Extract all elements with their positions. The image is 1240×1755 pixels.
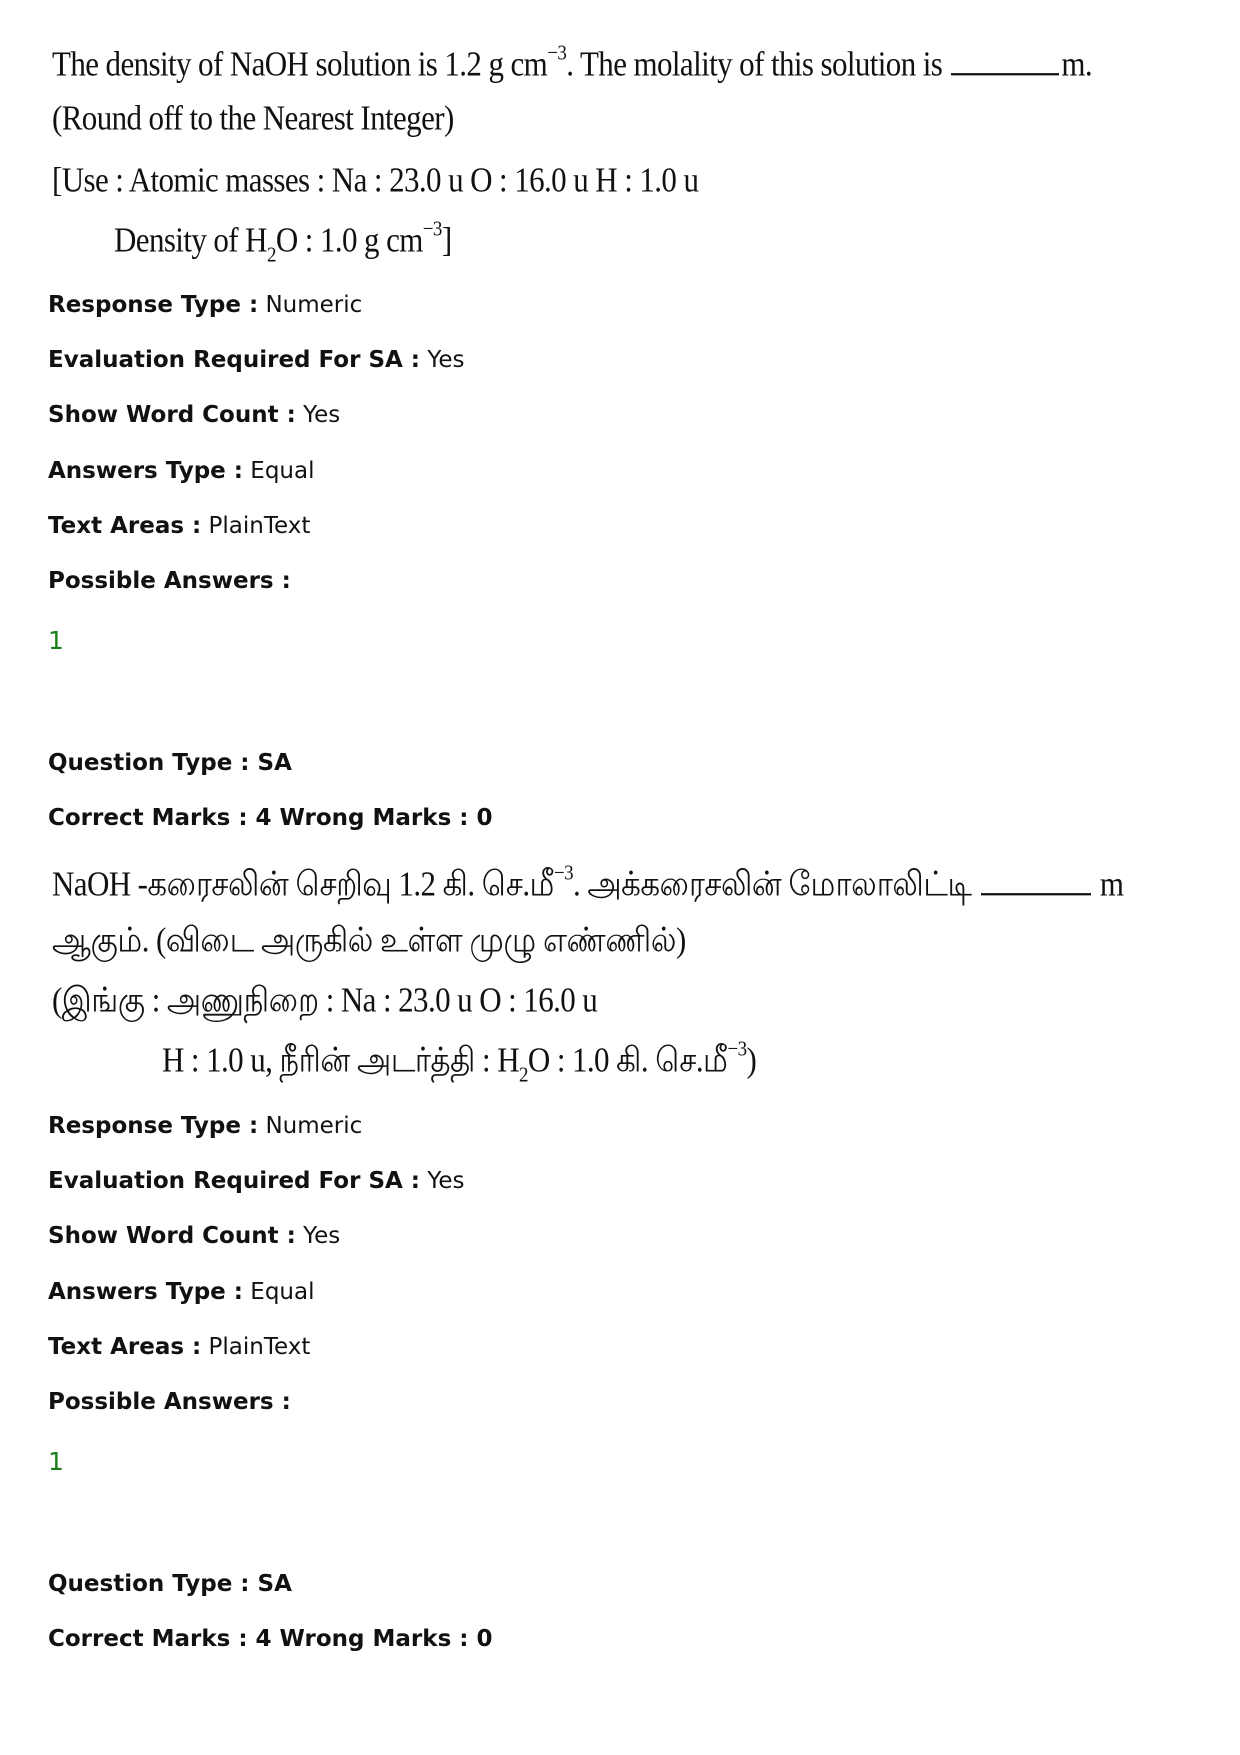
question1-line3: [Use : Atomic masses : Na : 23.0 u O : 16.0 u H : 1.0 u [52,160,699,200]
marks-label: Correct Marks : 4 Wrong Marks : 0 [48,1626,493,1652]
evaluation-row [48,1168,464,1194]
question-type-label: Question Type : SA [48,1571,292,1597]
answer-blank [981,868,1091,895]
answers-type-label: Answers Type : [48,458,243,484]
question2-text-cont: . அக்கரைசலின் மோலாலிட்டி [573,864,972,904]
question1-text: The density of NaOH solution is 1.2 g cm [52,44,548,84]
question-type-label: Question Type : SA [48,750,292,776]
text-areas-value: PlainText [208,1334,311,1360]
possible-answers-row [48,1389,291,1415]
possible-answers-label: Possible Answers : [48,1389,291,1415]
answers-type-value: Equal [250,458,315,484]
question1-density-exponent: −3 [422,217,442,242]
word-count-value: Yes [303,1223,341,1249]
question1-line1 [52,41,1093,84]
question2-line2: ஆகும். (விடை அருகில் உள்ள முழு எண்ணில்) [52,920,686,960]
answers-type-label: Answers Type : [48,1279,243,1305]
text-areas-value: PlainText [208,513,311,539]
possible-answers-label: Possible Answers : [48,568,291,594]
question-type-row [48,1571,292,1597]
text-areas-row [48,513,310,539]
question2-bracket: ) [746,1040,757,1080]
response-type-value: Numeric [265,1113,363,1139]
word-count-label: Show Word Count : [48,402,296,428]
question2-subscript: 2 [519,1063,528,1088]
marks-label: Correct Marks : 4 Wrong Marks : 0 [48,805,493,831]
possible-answers-row [48,568,291,594]
question1-unit: m. [1061,44,1093,84]
evaluation-value: Yes [427,347,465,373]
response-type-value: Numeric [265,292,363,318]
text-areas-label: Text Areas : [48,513,202,539]
question1-density-text: Density of H [114,220,267,260]
word-count-row [48,1223,340,1249]
response-type-label: Response Type : [48,1113,259,1139]
evaluation-row [48,347,464,373]
answers-type-row [48,1279,315,1305]
question2-exponent: −3 [554,861,574,886]
question2-density-value: O : 1.0 கி. செ.மீ [527,1040,728,1080]
question2-text: NaOH -கரைசலின் செறிவு 1.2 கி. செ.மீ [52,864,554,904]
word-count-value: Yes [303,402,341,428]
question-type-row [48,750,292,776]
evaluation-value: Yes [427,1168,465,1194]
response-type-row [48,1113,362,1139]
question1-line2: (Round off to the Nearest Integer) [52,98,454,138]
question1-line4 [114,217,452,268]
answer-blank [951,48,1059,75]
response-type-label: Response Type : [48,292,259,318]
response-type-row [48,292,362,318]
text-areas-label: Text Areas : [48,1334,202,1360]
question2-line4 [162,1037,757,1088]
answers-type-row [48,458,315,484]
text-areas-row [48,1334,310,1360]
question2-density-text: H : 1.0 u, நீரின் அடர்த்தி : H [162,1040,519,1080]
question1-density-value: O : 1.0 g cm [275,220,423,260]
marks-row [48,805,492,831]
possible-answer-value: 1 [48,1447,64,1476]
question1-exponent: −3 [547,41,567,66]
answers-type-value: Equal [250,1279,315,1305]
word-count-label: Show Word Count : [48,1223,296,1249]
word-count-row [48,402,340,428]
question2-line1 [52,861,1124,909]
question1-subscript: 2 [266,243,276,268]
question2-line3: (இங்கு : அணுநிறை : Na : 23.0 u O : 16.0 u [52,980,598,1020]
question1-text-cont: . The molality of this solution is [566,44,943,84]
possible-answer-value: 1 [48,626,64,655]
question1-bracket: ] [441,220,452,260]
marks-row [48,1626,492,1652]
question2-density-exponent: −3 [727,1037,747,1062]
question2-unit: m [1099,864,1124,904]
evaluation-label: Evaluation Required For SA : [48,1168,421,1194]
evaluation-label: Evaluation Required For SA : [48,347,421,373]
